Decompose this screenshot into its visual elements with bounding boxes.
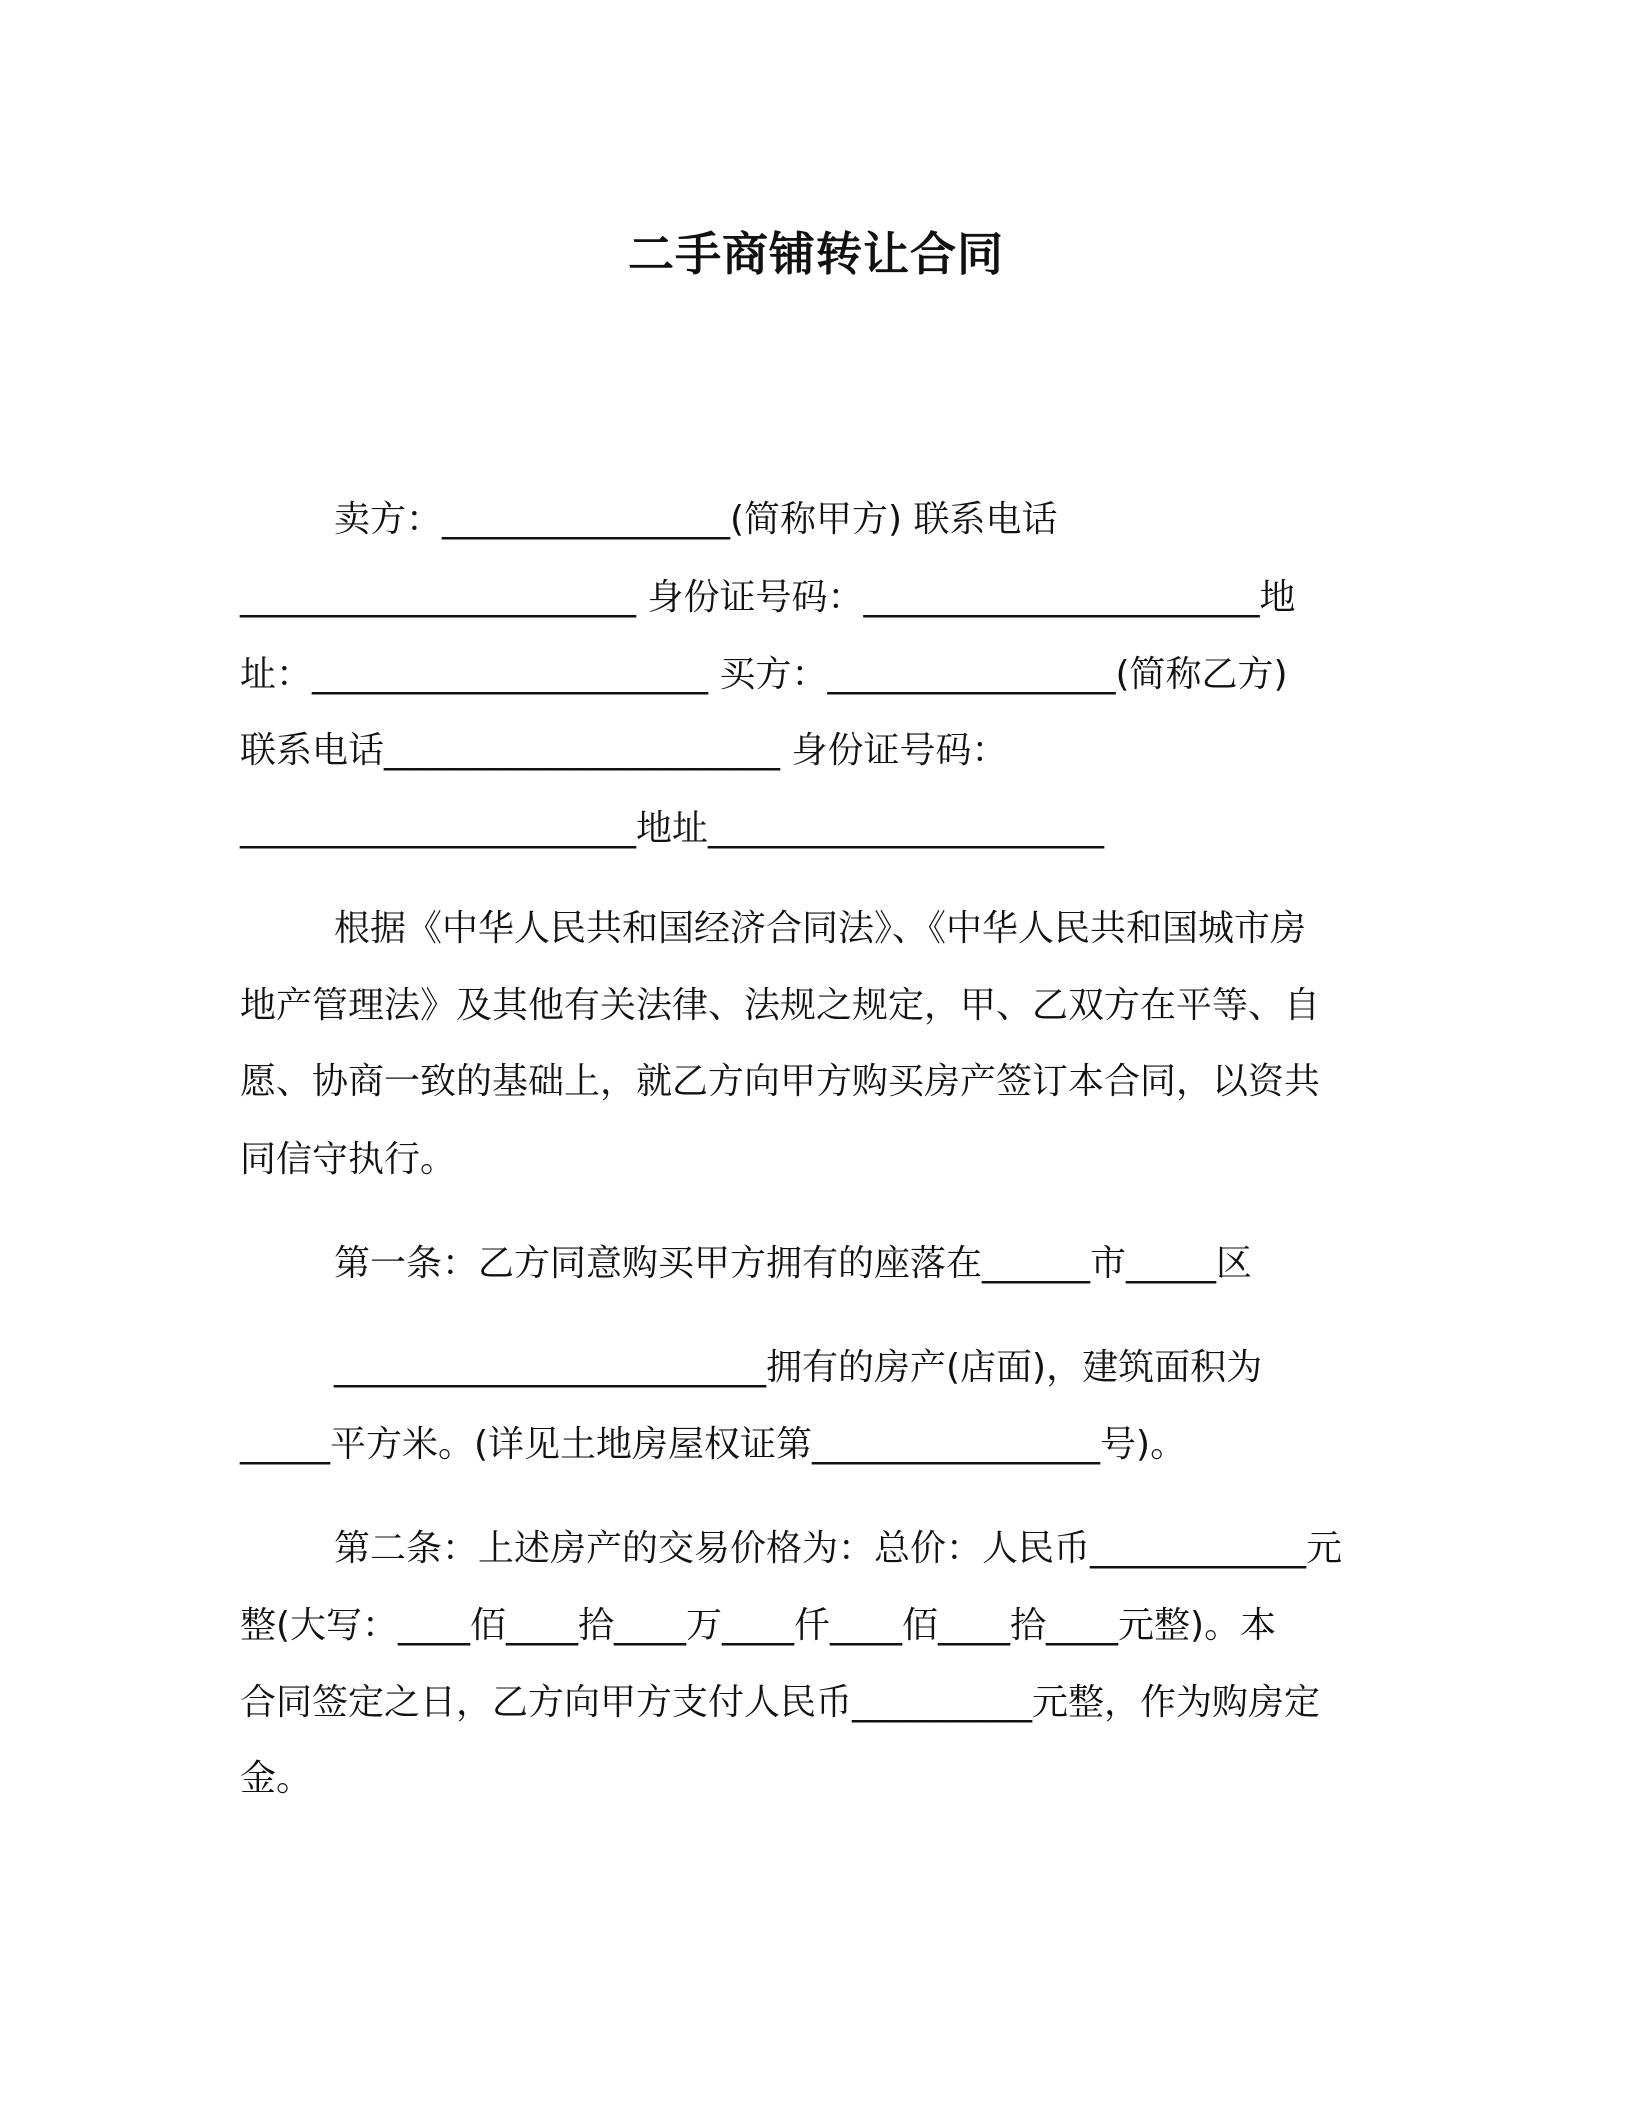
- preamble-line-2: 地产管理法》及其他有关法律、法规之规定，甲、乙双方在平等、自: [240, 985, 1321, 1026]
- parties-line-4: 联系电话______________________ 身份证号码：: [240, 730, 1008, 771]
- parties-line-3: 址：______________________ 买方：________________(简称乙方): [240, 654, 1288, 695]
- preamble-line-1: 根据《中华人民共和国经济合同法》、《中华人民共和国城市房: [334, 908, 1307, 949]
- parties-line-1: 卖方：________________(简称甲方) 联系电话: [334, 499, 1058, 540]
- preamble-line-3: 愿、协商一致的基础上，就乙方向甲方购买房产签订本合同，以资共: [240, 1061, 1321, 1102]
- article1-line-2: ________________________拥有的房产(店面)，建筑面积为: [334, 1347, 1263, 1388]
- parties-line-2: ______________________ 身份证号码：______________________地: [240, 577, 1296, 618]
- article2-line-2: 整(大写：____佰____拾____万____仟____佰____拾____元整)。本: [240, 1605, 1277, 1646]
- article2-line-4: 金。: [240, 1758, 313, 1799]
- preamble-line-4: 同信守执行。: [240, 1139, 457, 1180]
- article2-line-3: 合同签定之日，乙方向甲方支付人民币__________元整，作为购房定: [240, 1682, 1321, 1723]
- article1-line-1: 第一条：乙方同意购买甲方拥有的座落在______市_____区: [334, 1243, 1253, 1284]
- article1-line-3: _____平方米。(详见土地房屋权证第________________号)。: [240, 1424, 1187, 1465]
- article2-line-1: 第二条：上述房产的交易价格为：总价：人民币____________元: [334, 1528, 1343, 1569]
- parties-line-5: ______________________地址______________________: [240, 808, 1104, 849]
- document-title: 二手商铺转让合同: [628, 227, 1004, 281]
